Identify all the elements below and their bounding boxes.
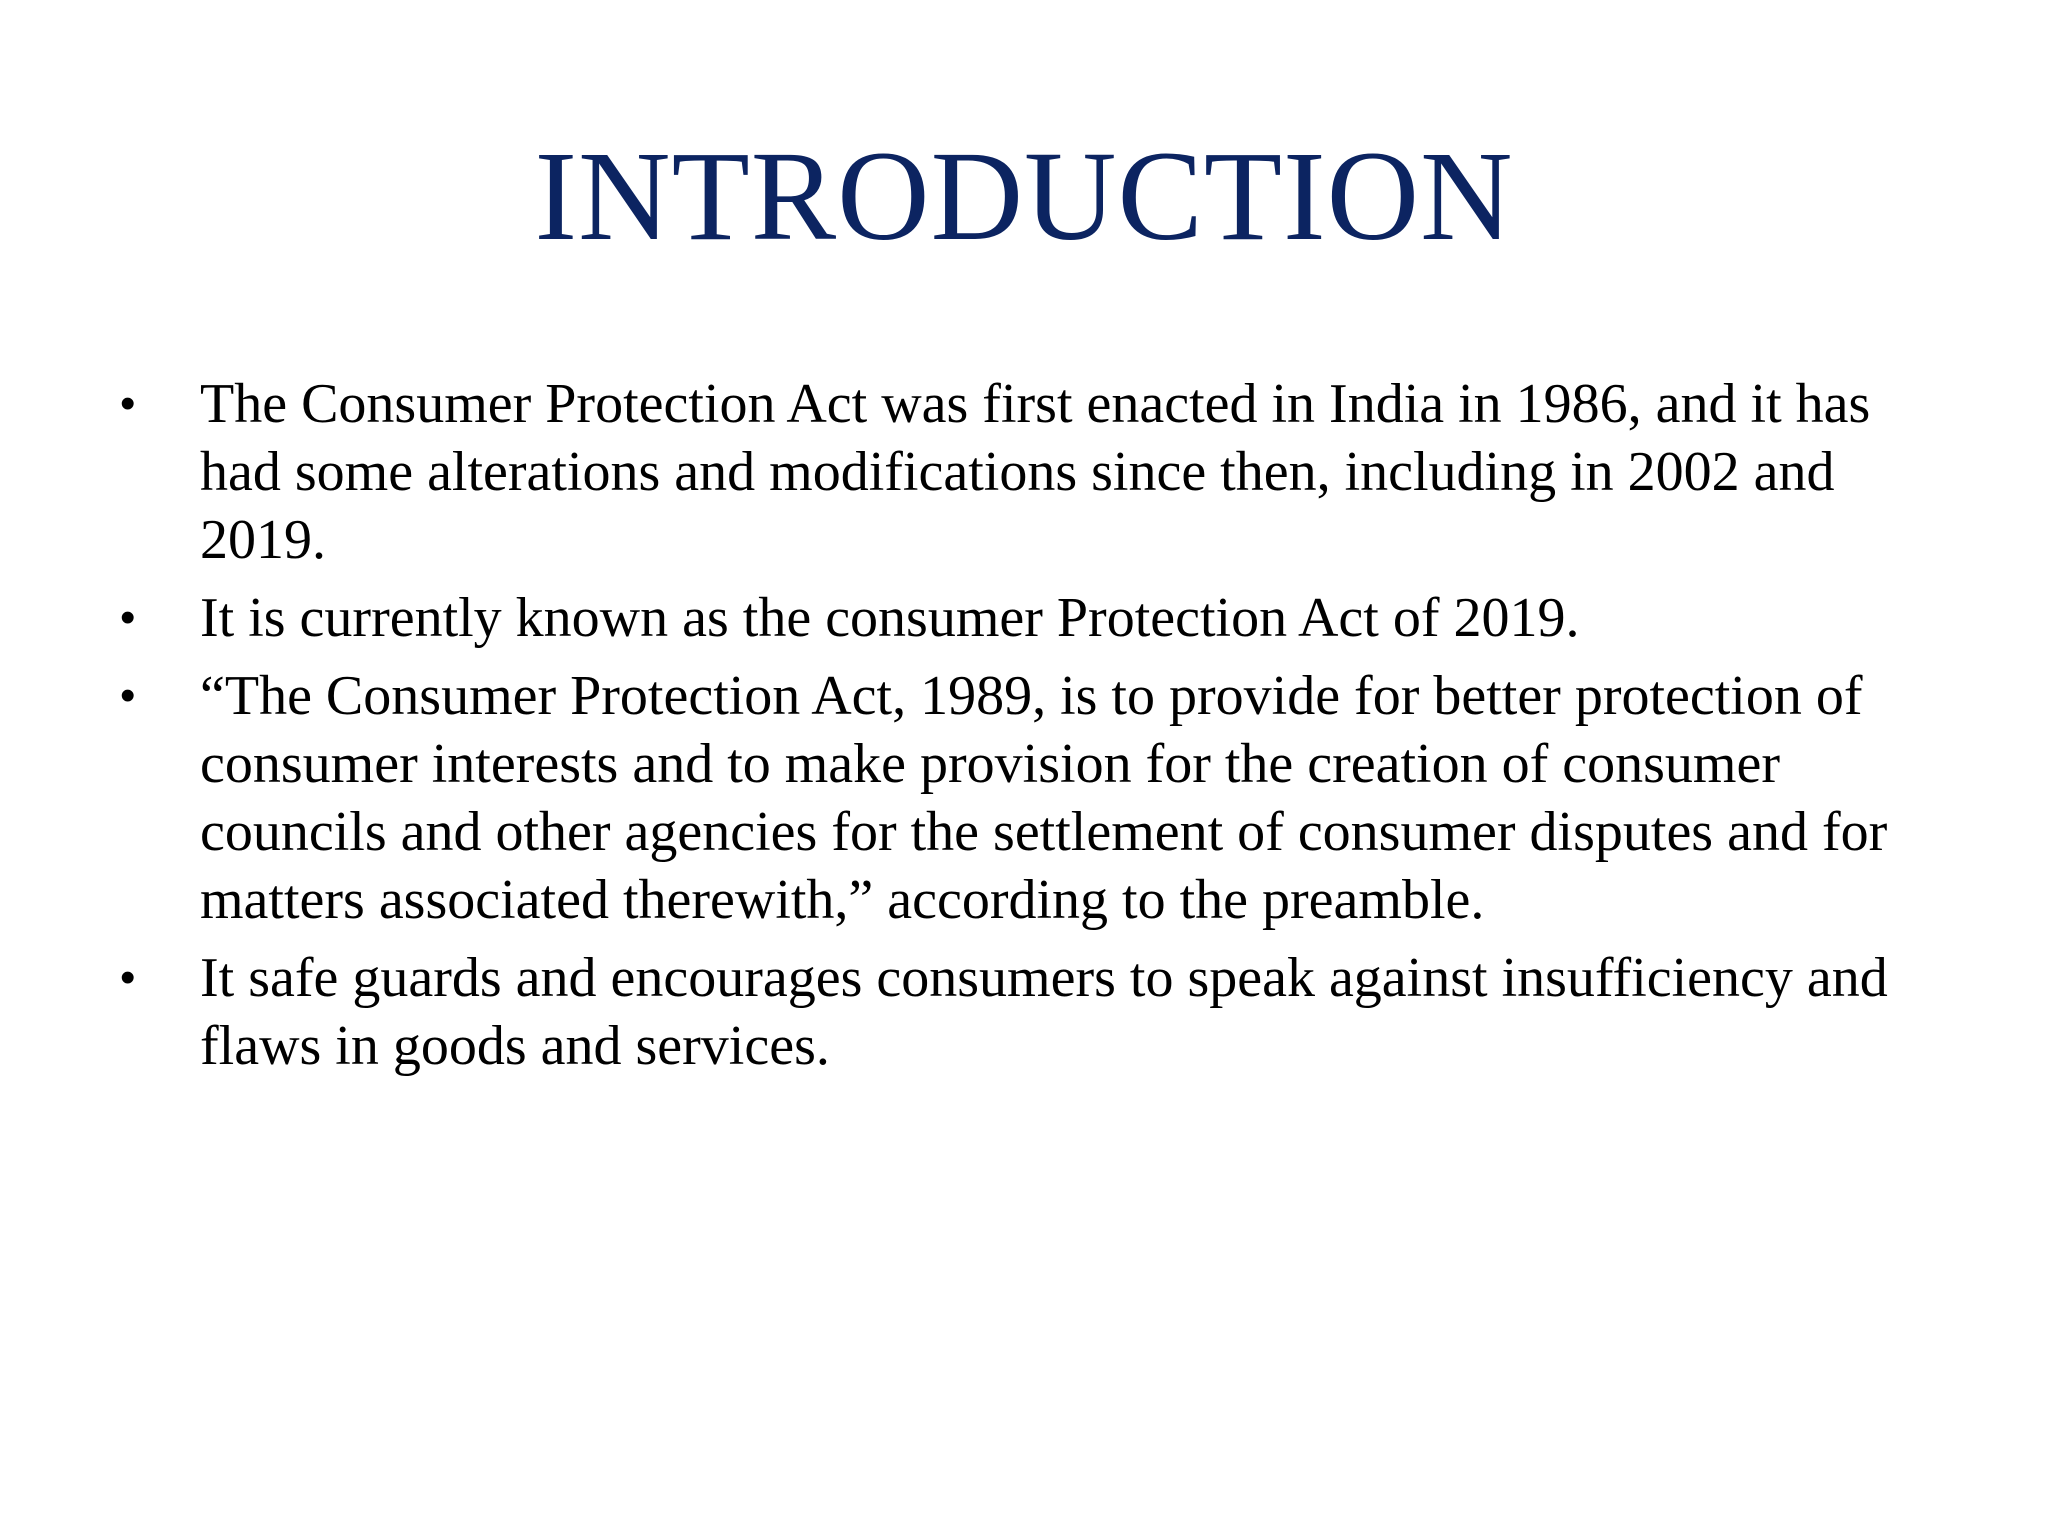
bullet-item xyxy=(120,370,1950,574)
bullet-item xyxy=(120,584,1950,652)
bullet-icon: • xyxy=(120,953,136,1002)
bullet-list xyxy=(120,370,1950,1090)
slide-title: INTRODUCTION xyxy=(534,125,1514,267)
bullet-icon: • xyxy=(120,671,136,720)
bullet-text: “The Consumer Protection Act, 1989, is to provide for better protection of consumer interests and to make provision for the creation of consumer councils and other agencies for the settlement of consumer disputes and for matters associated therewith,” according to the preamble. xyxy=(200,665,1888,931)
bullet-text: It safe guards and encourages consumers to speak against insufficiency and flaws in goods and services. xyxy=(200,947,1888,1077)
bullet-item xyxy=(120,662,1950,934)
bullet-text: The Consumer Protection Act was first enacted in India in 1986, and it has had some alterations and modifications since then, including in 2002 and 2019. xyxy=(200,373,1871,571)
bullet-item xyxy=(120,944,1950,1080)
bullet-text: It is currently known as the consumer Protection Act of 2019. xyxy=(200,587,1580,649)
bullet-icon: • xyxy=(120,593,136,642)
bullet-icon: • xyxy=(120,379,136,428)
